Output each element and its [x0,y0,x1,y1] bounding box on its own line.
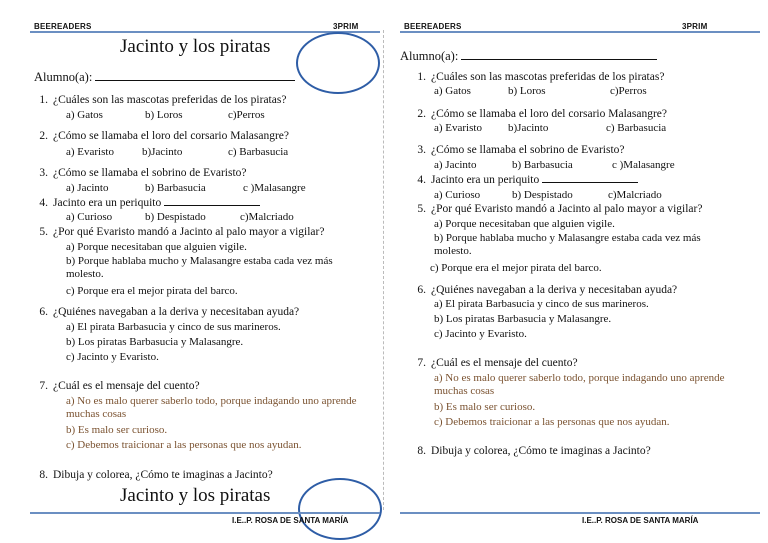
option-3a[interactable]: a) Jacinto [434,159,477,171]
student-name-row [400,49,657,64]
option-4c[interactable]: c)Malcriado [240,211,294,223]
question-7: 7. ¿Cuál es el mensaje del cuento? [417,357,578,369]
option-7c[interactable]: c) Debemos traicionar a las personas que nos ayudan. [66,439,302,451]
option-6c[interactable]: c) Jacinto y Evaristo. [434,328,527,340]
option-2b[interactable]: b)Jacinto [508,122,549,134]
question-4: 4. Jacinto era un periquito [30,197,260,211]
grade-circle [296,32,380,94]
option-1c[interactable]: c)Perros [610,85,647,97]
option-1a[interactable]: a) Gatos [434,85,471,97]
option-6b[interactable]: b) Los piratas Barbasucia y Malasangre. [434,313,612,325]
header-brand: BEEREADERS [404,22,462,31]
option-7b[interactable]: b) Es malo ser curioso. [434,401,536,413]
question-5: 5. ¿Por qué Evaristo mandó a Jacinto al palo mayor a vigilar? [39,226,325,238]
question-2: 2. ¿Cómo se llamaba el loro del corsario Malasangre? [39,130,289,142]
answer-blank-4[interactable] [542,182,638,183]
footer-rule [30,512,380,514]
option-1c[interactable]: c)Perros [228,109,265,121]
option-5a[interactable]: a) Porque necesitaban que alguien vigile. [66,241,247,253]
question-1: 1. ¿Cuáles son las mascotas preferidas de los piratas? [417,71,665,83]
header-grade: 3PRIM [682,22,708,31]
option-5c[interactable]: c) Porque era el mejor pirata del barco. [66,285,238,297]
student-name-label: Alumno(a): [400,49,459,63]
footer-school: I.E..P. ROSA DE SANTA MARÍA [582,516,699,525]
question-3: 3. ¿Cómo se llamaba el sobrino de Evaristo? [417,144,625,156]
worksheet-right [384,0,768,543]
option-6a[interactable]: a) El pirata Barbasucia y cinco de sus marineros. [434,298,649,310]
grade-circle-bottom [298,478,382,540]
option-2a[interactable]: a) Evaristo [434,122,482,134]
option-4b[interactable]: b) Despistado [512,189,573,201]
worksheet-title-bottom: Jacinto y los piratas [120,485,271,506]
worksheet-title: Jacinto y los piratas [120,36,271,57]
option-7a[interactable]: a) No es malo querer saberlo todo, porque indagando uno aprende muchas cosas [434,372,725,397]
option-5b[interactable]: b) Porque hablaba mucho y Malasangre estaba cada vez más molesto. [434,232,701,257]
option-3b[interactable]: b) Barbasucia [512,159,573,171]
question-7: 7. ¿Cuál es el mensaje del cuento? [39,380,200,392]
option-6b[interactable]: b) Los piratas Barbasucia y Malasangre. [66,336,244,348]
option-3b[interactable]: b) Barbasucia [145,182,206,194]
option-3c[interactable]: c )Malasangre [243,182,306,194]
option-4c[interactable]: c)Malcriado [608,189,662,201]
option-2a[interactable]: a) Evaristo [66,146,114,158]
option-3c[interactable]: c )Malasangre [612,159,675,171]
question-3: 3. ¿Cómo se llamaba el sobrino de Evaristo? [39,167,247,179]
option-5b[interactable]: b) Porque hablaba mucho y Malasangre estaba cada vez más molesto. [66,255,333,280]
option-4a[interactable]: a) Curioso [66,211,113,223]
student-name-row [34,70,295,85]
answer-blank-4[interactable] [164,205,260,206]
option-5c[interactable]: c) Porque era el mejor pirata del barco. [430,262,602,274]
question-5: 5. ¿Por qué Evaristo mandó a Jacinto al palo mayor a vigilar? [417,203,703,215]
option-7c[interactable]: c) Debemos traicionar a las personas que nos ayudan. [434,416,670,428]
option-7b[interactable]: b) Es malo ser curioso. [66,424,168,436]
option-6a[interactable]: a) El pirata Barbasucia y cinco de sus marineros. [66,321,281,333]
question-6: 6. ¿Quiénes navegaban a la deriva y necesitaban ayuda? [417,284,678,296]
header-grade: 3PRIM [333,22,359,31]
option-7a[interactable]: a) No es malo querer saberlo todo, porque indagando uno aprende muchas cosas [66,395,357,420]
header-brand: BEEREADERS [34,22,92,31]
student-name-label: Alumno(a): [34,70,93,84]
footer-school: I.E..P. ROSA DE SANTA MARÍA [232,516,349,525]
option-1b[interactable]: b) Loros [508,85,546,97]
option-2c[interactable]: c) Barbasucia [228,146,289,158]
option-4b[interactable]: b) Despistado [145,211,206,223]
student-name-field[interactable] [95,80,295,81]
student-name-field[interactable] [461,59,657,60]
option-6c[interactable]: c) Jacinto y Evaristo. [66,351,159,363]
question-4: 4. Jacinto era un periquito [408,174,638,188]
question-1: 1. ¿Cuáles son las mascotas preferidas de los piratas? [39,94,287,106]
option-2c[interactable]: c) Barbasucia [606,122,667,134]
option-3a[interactable]: a) Jacinto [66,182,109,194]
option-2b[interactable]: b)Jacinto [142,146,183,158]
option-1b[interactable]: b) Loros [145,109,183,121]
question-8: 8. Dibuja y colorea, ¿Cómo te imaginas a Jacinto? [417,445,651,457]
header-rule [400,31,760,33]
option-5a[interactable]: a) Porque necesitaban que alguien vigile. [434,218,615,230]
option-4a[interactable]: a) Curioso [434,189,481,201]
question-2: 2. ¿Cómo se llamaba el loro del corsario Malasangre? [417,108,667,120]
question-6: 6. ¿Quiénes navegaban a la deriva y necesitaban ayuda? [39,306,300,318]
option-1a[interactable]: a) Gatos [66,109,103,121]
footer-rule [400,512,760,514]
question-8: 8. Dibuja y colorea, ¿Cómo te imaginas a Jacinto? [39,469,273,481]
